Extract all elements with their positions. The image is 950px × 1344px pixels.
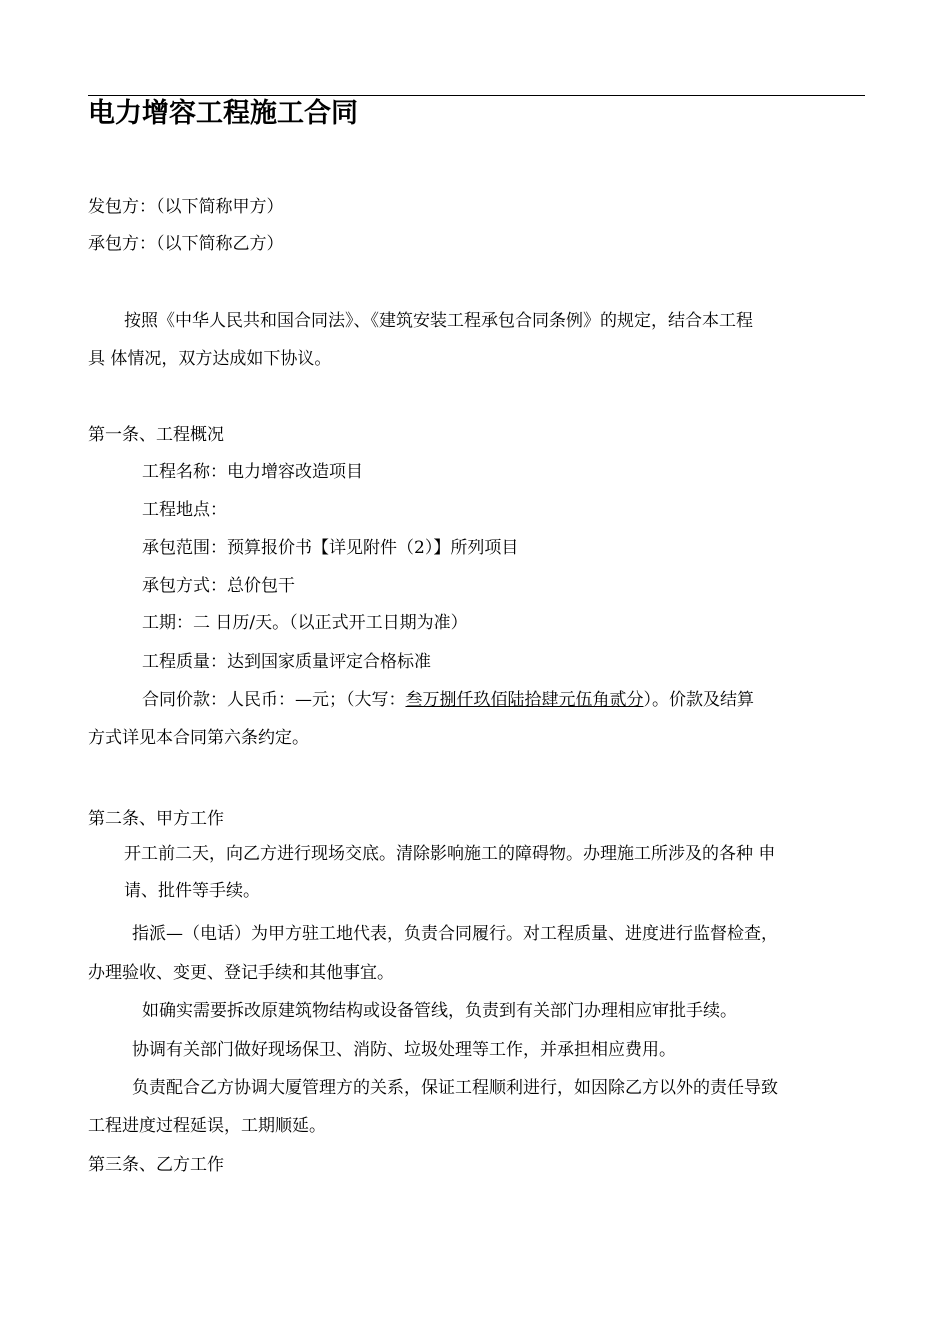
project-period: 工期：二 日历/天。（以正式开工日期为准）	[142, 613, 468, 633]
price-suffix: ）。价款及结算	[643, 690, 754, 710]
party-a-duty-2-line-2: 办理验收、变更、登记手续和其他事宜。	[88, 963, 394, 983]
article-3-heading: 第三条、乙方工作	[88, 1155, 224, 1175]
party-b-line: 承包方：（以下简称乙方）	[88, 234, 284, 254]
party-a-duty-1-line-1: 开工前二天，向乙方进行现场交底。清除影响施工的障碍物。办理施工所涉及的各种 申	[124, 844, 776, 864]
project-location: 工程地点：	[142, 500, 227, 520]
party-a-duty-2-line-1: 指派—（电话）为甲方驻工地代表，负责合同履行。对工程质量、进度进行监督检查，	[132, 924, 778, 944]
party-a-duty-5-line-1: 负责配合乙方协调大厦管理方的关系，保证工程顺利进行，如因除乙方以外的责任导致	[132, 1078, 778, 1098]
price-in-words: 叁万捌仟玖佰陆拾肆元伍角贰分	[405, 690, 644, 710]
party-a-duty-1-line-2: 请、批件等手续。	[124, 881, 260, 901]
party-a-duty-3: 如确实需要拆改原建筑物结构或设备管线，负责到有关部门办理相应审批手续。	[142, 1001, 737, 1021]
party-a-duty-4: 协调有关部门做好现场保卫、消防、垃圾处理等工作，并承担相应费用。	[132, 1040, 676, 1060]
document-title: 电力增容工程施工合同	[88, 98, 358, 129]
contract-price-line-2: 方式详见本合同第六条约定。	[88, 728, 309, 748]
party-a-line: 发包方：（以下简称甲方）	[88, 197, 284, 217]
article-2-heading: 第二条、甲方工作	[88, 809, 224, 829]
preamble-line-2: 具 体情况，双方达成如下协议。	[88, 349, 332, 369]
contract-price-line-1	[142, 688, 754, 712]
contract-scope: 承包范围：预算报价书【详见附件（2）】所列项目	[142, 538, 519, 558]
contract-method: 承包方式：总价包干	[142, 576, 295, 596]
project-name: 工程名称：电力增容改造项目	[142, 462, 363, 482]
project-quality: 工程质量：达到国家质量评定合格标准	[142, 652, 431, 672]
party-a-duty-5-line-2: 工程进度过程延误，工期顺延。	[88, 1116, 326, 1136]
preamble-line-1: 按照《中华人民共和国合同法》、《建筑安装工程承包合同条例》的规定，结合本工程	[124, 311, 753, 331]
price-prefix: 合同价款：人民币：—元；（大写：	[142, 690, 406, 710]
article-1-heading: 第一条、工程概况	[88, 425, 224, 445]
